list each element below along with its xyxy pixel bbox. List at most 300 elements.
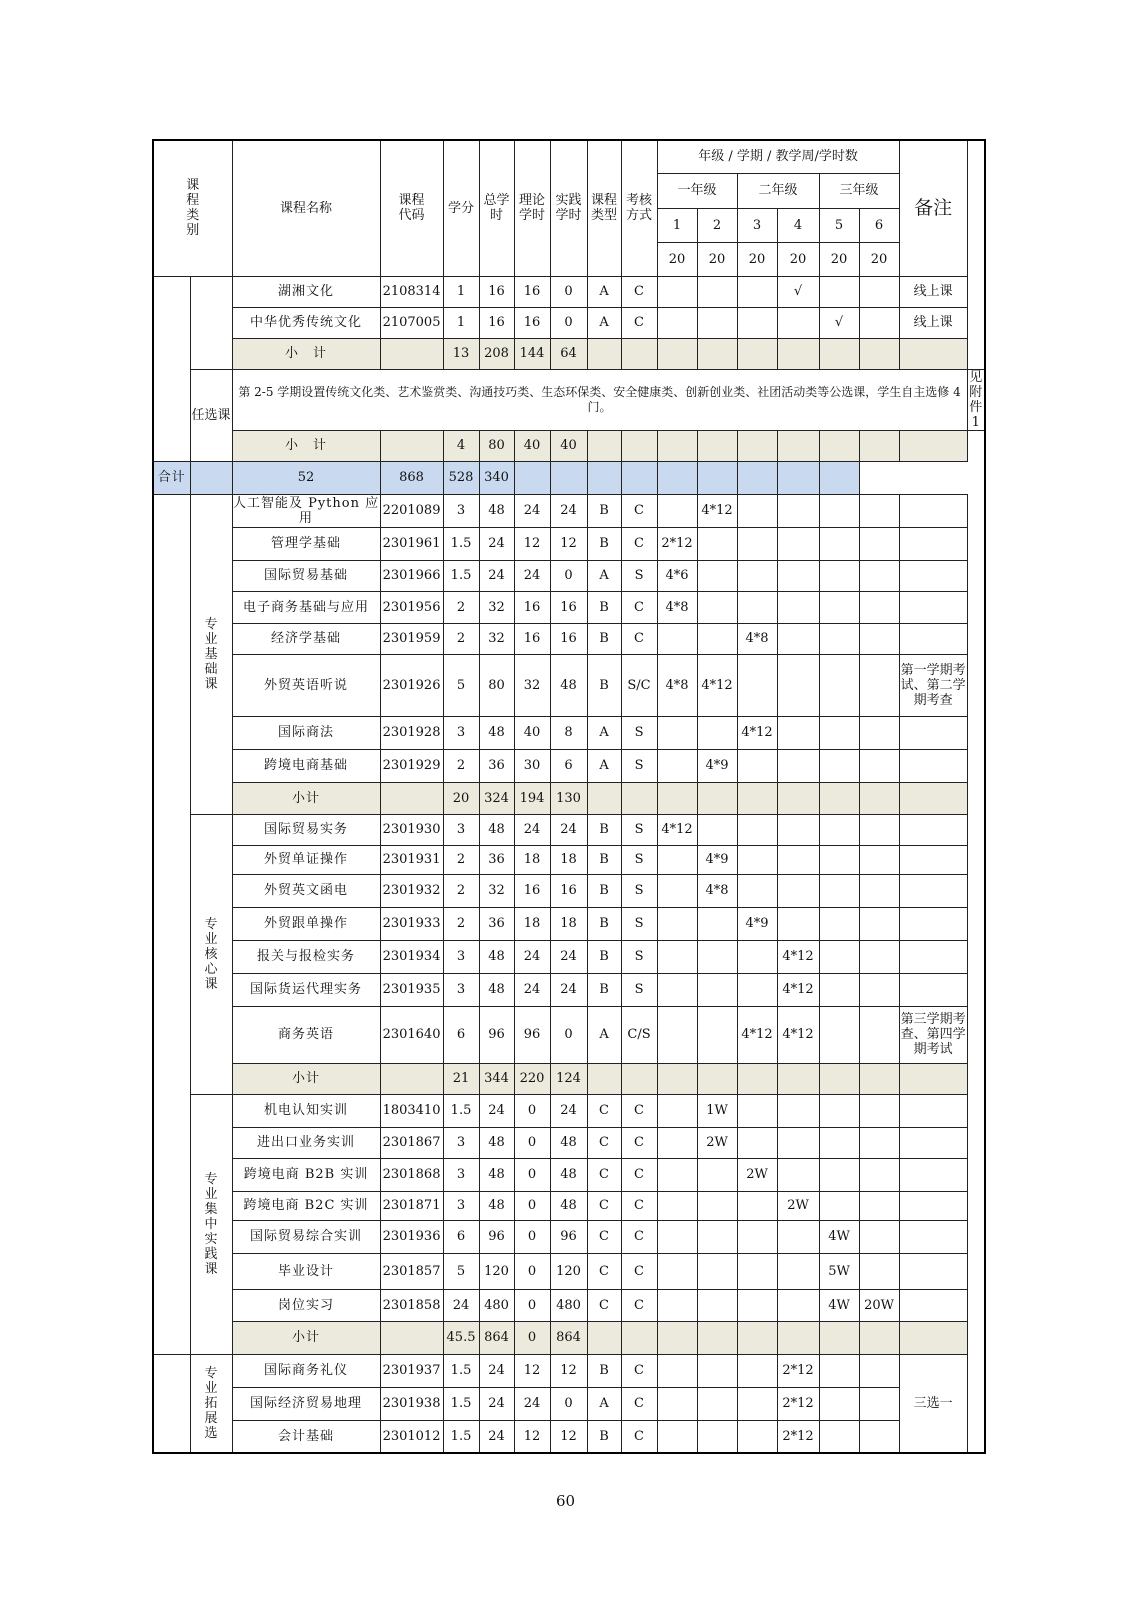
- theory-hours-cell: 30: [514, 749, 550, 782]
- practice-hours-cell: 64: [550, 338, 587, 369]
- credit-cell: 1.5: [443, 1387, 479, 1420]
- credit-cell: 1: [443, 307, 479, 338]
- theory-hours-cell: 24: [514, 814, 550, 845]
- practice-hours-cell: 8: [550, 716, 587, 749]
- semester-hours-cell: [697, 1253, 737, 1289]
- semester-hours-cell: [859, 874, 899, 907]
- course-type-cell: B: [587, 907, 621, 940]
- credit-cell: 3: [443, 494, 479, 527]
- semester-hours-cell: 4*8: [657, 591, 697, 623]
- semester-hours-cell: [819, 654, 859, 716]
- semester-hours-cell: [859, 940, 899, 973]
- exam-mode-cell: C: [621, 307, 657, 338]
- table-row: [153, 845, 985, 874]
- total-hours-cell: 48: [479, 1158, 514, 1191]
- total-hours-cell: 32: [479, 623, 514, 654]
- semester-hours-cell: [859, 591, 899, 623]
- semester-hours-cell: [657, 940, 697, 973]
- semester-hours-cell: [737, 1094, 777, 1127]
- course-type-cell: [514, 461, 550, 494]
- semester-hours-cell: 2*12: [777, 1354, 819, 1387]
- header-semester: 4: [777, 208, 819, 242]
- course-code: 2301867: [380, 1127, 443, 1158]
- header-course-code: 课程代码: [380, 140, 443, 276]
- exam-mode-cell: C: [621, 527, 657, 560]
- table-row: [153, 1321, 985, 1354]
- course-code: 2301931: [380, 845, 443, 874]
- semester-hours-cell: [819, 560, 859, 591]
- semester-hours-cell: 4*12: [777, 940, 819, 973]
- semester-hours-cell: [697, 973, 737, 1006]
- semester-hours-cell: [859, 654, 899, 716]
- remark-cell: 线上课: [899, 276, 967, 307]
- course-type-cell: B: [587, 1354, 621, 1387]
- credit-cell: 6: [443, 1220, 479, 1253]
- remark-cell: [899, 1321, 967, 1354]
- course-type-cell: B: [587, 845, 621, 874]
- table-row: [153, 591, 985, 623]
- semester-hours-cell: 4*6: [657, 560, 697, 591]
- semester-hours-cell: [859, 1253, 899, 1289]
- course-type-cell: C: [587, 1253, 621, 1289]
- course-name: 国际贸易实务: [232, 814, 380, 845]
- elective-description: 第 2-5 学期设置传统文化类、艺术鉴赏类、沟通技巧类、生态环保类、安全健康类、创新创业类、社团活动类等公选课，学生自主选修 4 门。: [232, 369, 967, 430]
- semester-hours-cell: [777, 1321, 819, 1354]
- credit-cell: 1.5: [443, 560, 479, 591]
- semester-hours-cell: 2*12: [777, 1420, 819, 1453]
- total-hours-cell: 120: [479, 1253, 514, 1289]
- exam-mode-cell: S: [621, 749, 657, 782]
- total-hours-cell: 24: [479, 1094, 514, 1127]
- header-year: 二年级: [737, 173, 819, 208]
- semester-hours-cell: [737, 560, 777, 591]
- semester-hours-cell: [657, 623, 697, 654]
- semester-hours-cell: [859, 494, 899, 527]
- course-type-cell: C: [587, 1127, 621, 1158]
- header-semester: 2: [697, 208, 737, 242]
- course-name: 跨境电商 B2B 实训: [232, 1158, 380, 1191]
- semester-hours-cell: [697, 814, 737, 845]
- semester-hours-cell: [737, 430, 777, 461]
- semester-hours-cell: 4*12: [657, 814, 697, 845]
- practice-hours-cell: 24: [550, 940, 587, 973]
- semester-hours-cell: [777, 494, 819, 527]
- table-row: [153, 276, 985, 307]
- table-row: [153, 940, 985, 973]
- semester-hours-cell: 4*9: [697, 749, 737, 782]
- remark-cell: [899, 430, 967, 461]
- table-row: [153, 1191, 985, 1220]
- credit-cell: 1.5: [443, 1420, 479, 1453]
- semester-hours-cell: [737, 338, 777, 369]
- semester-hours-cell: [777, 654, 819, 716]
- remark-cell: [899, 1158, 967, 1191]
- semester-hours-cell: [859, 560, 899, 591]
- header-remark: 备注: [899, 140, 967, 276]
- semester-hours-cell: 4*12: [777, 973, 819, 1006]
- course-name: 外贸英语听说: [232, 654, 380, 716]
- semester-hours-cell: [777, 716, 819, 749]
- course-name: 国际商法: [232, 716, 380, 749]
- semester-hours-cell: [657, 1006, 697, 1063]
- semester-hours-cell: [777, 560, 819, 591]
- table-row: [153, 874, 985, 907]
- remark-cell: [899, 1289, 967, 1321]
- course-type-cell: [587, 1063, 621, 1094]
- semester-hours-cell: [819, 276, 859, 307]
- semester-hours-cell: [819, 1006, 859, 1063]
- subtotal-label: 小计: [232, 1063, 380, 1094]
- course-name: 电子商务基础与应用: [232, 591, 380, 623]
- semester-hours-cell: [657, 716, 697, 749]
- theory-hours-cell: 528: [443, 461, 479, 494]
- semester-hours-cell: [859, 1354, 899, 1387]
- semester-hours-cell: [859, 814, 899, 845]
- practice-hours-cell: 12: [550, 1420, 587, 1453]
- semester-hours-cell: [657, 461, 697, 494]
- semester-hours-cell: 1W: [697, 1094, 737, 1127]
- header-course-name: 课程名称: [232, 140, 380, 276]
- practice-hours-cell: 48: [550, 654, 587, 716]
- remark-cell: 第一学期考试、第二学期考查: [899, 654, 967, 716]
- theory-hours-cell: 24: [514, 560, 550, 591]
- semester-hours-cell: [737, 1063, 777, 1094]
- course-code: 2301930: [380, 814, 443, 845]
- semester-hours-cell: [777, 874, 819, 907]
- course-code: 2301961: [380, 527, 443, 560]
- table-row: [153, 1006, 985, 1063]
- semester-hours-cell: [819, 973, 859, 1006]
- theory-hours-cell: 0: [514, 1220, 550, 1253]
- course-code: 2301933: [380, 907, 443, 940]
- header-weeks: 20: [737, 242, 777, 276]
- exam-mode-cell: C: [621, 1191, 657, 1220]
- table-row: [153, 338, 985, 369]
- semester-hours-cell: [657, 907, 697, 940]
- semester-hours-cell: [819, 1321, 859, 1354]
- remark-cell: 线上课: [899, 307, 967, 338]
- semester-hours-cell: [657, 973, 697, 1006]
- exam-mode-cell: S: [621, 973, 657, 1006]
- group-practice: 专业集中实践课: [190, 1094, 232, 1354]
- semester-hours-cell: [657, 1191, 697, 1220]
- semester-hours-cell: [819, 494, 859, 527]
- header-semester: 5: [819, 208, 859, 242]
- category-professional: [153, 494, 190, 1354]
- remark-cell: [899, 1094, 967, 1127]
- credit-cell: 3: [443, 940, 479, 973]
- exam-mode-cell: C: [621, 623, 657, 654]
- course-code: 2301938: [380, 1387, 443, 1420]
- credit-cell: 5: [443, 1253, 479, 1289]
- semester-hours-cell: 2W: [777, 1191, 819, 1220]
- course-type-cell: B: [587, 1420, 621, 1453]
- course-type-cell: C: [587, 1094, 621, 1127]
- practice-hours-cell: 340: [479, 461, 514, 494]
- practice-hours-cell: 48: [550, 1158, 587, 1191]
- semester-hours-cell: 2*12: [777, 1387, 819, 1420]
- semester-hours-cell: [697, 1420, 737, 1453]
- practice-hours-cell: 0: [550, 560, 587, 591]
- total-hours-cell: 24: [479, 1354, 514, 1387]
- remark-cell: [899, 591, 967, 623]
- total-hours-cell: 344: [479, 1063, 514, 1094]
- exam-mode-cell: [621, 430, 657, 461]
- category-expand-blank: [153, 1354, 190, 1453]
- semester-hours-cell: [737, 1420, 777, 1453]
- practice-hours-cell: 120: [550, 1253, 587, 1289]
- total-hours-cell: 16: [479, 276, 514, 307]
- semester-hours-cell: [697, 1321, 737, 1354]
- table-row: [153, 749, 985, 782]
- semester-hours-cell: [819, 430, 859, 461]
- semester-hours-cell: [657, 782, 697, 814]
- semester-hours-cell: [657, 874, 697, 907]
- semester-hours-cell: [737, 307, 777, 338]
- semester-hours-cell: 20W: [859, 1289, 899, 1321]
- credit-cell: 2: [443, 591, 479, 623]
- semester-hours-cell: [859, 1063, 899, 1094]
- course-name: 机电认知实训: [232, 1094, 380, 1127]
- course-type-cell: [587, 1321, 621, 1354]
- table-row: [153, 1220, 985, 1253]
- exam-mode-cell: C: [621, 1420, 657, 1453]
- course-type-cell: C: [587, 1158, 621, 1191]
- semester-hours-cell: 2W: [697, 1127, 737, 1158]
- subtotal-label: 小计: [232, 782, 380, 814]
- course-code: [380, 1321, 443, 1354]
- group-basic: 专业基础课: [190, 494, 232, 814]
- exam-mode-cell: [621, 782, 657, 814]
- theory-hours-cell: 220: [514, 1063, 550, 1094]
- semester-hours-cell: [697, 782, 737, 814]
- semester-hours-cell: [737, 1253, 777, 1289]
- course-name: 跨境电商 B2C 实训: [232, 1191, 380, 1220]
- semester-hours-cell: √: [777, 276, 819, 307]
- group-expand: 专业拓展选: [190, 1354, 232, 1453]
- semester-hours-cell: [697, 1063, 737, 1094]
- semester-hours-cell: [737, 1191, 777, 1220]
- course-type-cell: B: [587, 591, 621, 623]
- theory-hours-cell: 24: [514, 973, 550, 1006]
- course-code: [380, 782, 443, 814]
- semester-hours-cell: 4*12: [737, 716, 777, 749]
- semester-hours-cell: [697, 1220, 737, 1253]
- remark-cell: [899, 716, 967, 749]
- table-row: [153, 140, 985, 173]
- semester-hours-cell: [737, 494, 777, 527]
- theory-hours-cell: 24: [514, 494, 550, 527]
- course-name: 国际贸易基础: [232, 560, 380, 591]
- course-code: 2301868: [380, 1158, 443, 1191]
- course-type-cell: C: [587, 1220, 621, 1253]
- semester-hours-cell: [737, 461, 777, 494]
- semester-hours-cell: [737, 1354, 777, 1387]
- semester-hours-cell: [777, 527, 819, 560]
- semester-hours-cell: [819, 1127, 859, 1158]
- course-code: 2301926: [380, 654, 443, 716]
- semester-hours-cell: 2*12: [657, 527, 697, 560]
- exam-mode-cell: C: [621, 276, 657, 307]
- semester-hours-cell: [859, 1191, 899, 1220]
- semester-hours-cell: [777, 591, 819, 623]
- subtotal-label: 小 计: [232, 338, 380, 369]
- theory-hours-cell: 40: [514, 430, 550, 461]
- semester-hours-cell: [859, 276, 899, 307]
- header-credit: 学分: [443, 140, 479, 276]
- table-row: [153, 782, 985, 814]
- table-row: [153, 527, 985, 560]
- course-type-cell: B: [587, 874, 621, 907]
- semester-hours-cell: [819, 907, 859, 940]
- theory-hours-cell: 16: [514, 591, 550, 623]
- course-code: 2301956: [380, 591, 443, 623]
- header-year: 一年级: [657, 173, 737, 208]
- semester-hours-cell: 4W: [819, 1289, 859, 1321]
- course-name: 经济学基础: [232, 623, 380, 654]
- total-hours-cell: 36: [479, 845, 514, 874]
- course-name: 湖湘文化: [232, 276, 380, 307]
- credit-cell: 2: [443, 749, 479, 782]
- course-code: 2301871: [380, 1191, 443, 1220]
- semester-hours-cell: [697, 907, 737, 940]
- total-hours-cell: 16: [479, 307, 514, 338]
- theory-hours-cell: 40: [514, 716, 550, 749]
- course-name: 会计基础: [232, 1420, 380, 1453]
- semester-hours-cell: [621, 461, 657, 494]
- semester-hours-cell: [737, 527, 777, 560]
- semester-hours-cell: [657, 1158, 697, 1191]
- theory-hours-cell: 0: [514, 1158, 550, 1191]
- practice-hours-cell: 24: [550, 494, 587, 527]
- semester-hours-cell: [819, 1063, 859, 1094]
- table-row: [153, 307, 985, 338]
- subtotal-label: 合计: [153, 461, 190, 494]
- theory-hours-cell: 0: [514, 1289, 550, 1321]
- remark-cell: [899, 494, 967, 527]
- table-row: [153, 494, 985, 527]
- course-name: 跨境电商基础: [232, 749, 380, 782]
- course-name: 岗位实习: [232, 1289, 380, 1321]
- theory-hours-cell: 144: [514, 338, 550, 369]
- semester-hours-cell: [819, 338, 859, 369]
- course-name: 外贸单证操作: [232, 845, 380, 874]
- practice-hours-cell: 0: [550, 307, 587, 338]
- theory-hours-cell: 0: [514, 1253, 550, 1289]
- semester-hours-cell: [859, 623, 899, 654]
- semester-hours-cell: [657, 494, 697, 527]
- course-name: 国际商务礼仪: [232, 1354, 380, 1387]
- course-code: 2301858: [380, 1289, 443, 1321]
- semester-hours-cell: [859, 716, 899, 749]
- total-hours-cell: 80: [479, 430, 514, 461]
- semester-hours-cell: [737, 1289, 777, 1321]
- exam-mode-cell: C: [621, 1158, 657, 1191]
- semester-hours-cell: [697, 1354, 737, 1387]
- table-row: [153, 1094, 985, 1127]
- exam-mode-cell: S: [621, 845, 657, 874]
- subtotal-label: 小计: [232, 1321, 380, 1354]
- theory-hours-cell: 12: [514, 1354, 550, 1387]
- semester-hours-cell: [697, 338, 737, 369]
- course-type-cell: A: [587, 1006, 621, 1063]
- theory-hours-cell: 16: [514, 276, 550, 307]
- table-row: [153, 1387, 985, 1420]
- course-type-cell: B: [587, 494, 621, 527]
- total-hours-cell: 324: [479, 782, 514, 814]
- semester-hours-cell: [777, 1220, 819, 1253]
- exam-mode-cell: S/C: [621, 654, 657, 716]
- credit-cell: 3: [443, 814, 479, 845]
- course-type-cell: B: [587, 623, 621, 654]
- course-plan-table: [152, 139, 986, 1454]
- semester-hours-cell: [697, 1289, 737, 1321]
- table-row: [153, 1253, 985, 1289]
- credit-cell: 13: [443, 338, 479, 369]
- header-semester: 1: [657, 208, 697, 242]
- course-name: 中华优秀传统文化: [232, 307, 380, 338]
- exam-mode-cell: [621, 1321, 657, 1354]
- course-type-cell: A: [587, 1387, 621, 1420]
- remark-cell: [899, 560, 967, 591]
- credit-cell: 2: [443, 874, 479, 907]
- practice-hours-cell: 16: [550, 623, 587, 654]
- semester-hours-cell: [859, 1321, 899, 1354]
- course-name: 国际货运代理实务: [232, 973, 380, 1006]
- course-name: 毕业设计: [232, 1253, 380, 1289]
- exam-mode-cell: S: [621, 940, 657, 973]
- total-hours-cell: 48: [479, 940, 514, 973]
- header-weeks: 20: [777, 242, 819, 276]
- exam-mode-cell: C: [621, 1127, 657, 1158]
- exam-mode-cell: C: [621, 591, 657, 623]
- total-hours-cell: 208: [479, 338, 514, 369]
- semester-hours-cell: [657, 1127, 697, 1158]
- semester-hours-cell: 4*9: [697, 845, 737, 874]
- semester-hours-cell: [777, 1094, 819, 1127]
- semester-hours-cell: [859, 1094, 899, 1127]
- course-name: 国际贸易综合实训: [232, 1220, 380, 1253]
- remark-cell: [899, 1063, 967, 1094]
- semester-hours-cell: [859, 1127, 899, 1158]
- semester-hours-cell: [697, 1006, 737, 1063]
- course-code: 2108314: [380, 276, 443, 307]
- header-course-type: 课程类型: [587, 140, 621, 276]
- semester-hours-cell: [777, 1253, 819, 1289]
- total-hours-cell: 48: [479, 716, 514, 749]
- total-hours-cell: 32: [479, 874, 514, 907]
- semester-hours-cell: [859, 845, 899, 874]
- semester-hours-cell: [819, 1387, 859, 1420]
- semester-hours-cell: [777, 845, 819, 874]
- semester-hours-cell: 4*12: [737, 1006, 777, 1063]
- semester-hours-cell: [657, 749, 697, 782]
- header-exam-mode: 考核方式: [621, 140, 657, 276]
- semester-hours-cell: [777, 430, 819, 461]
- course-code: 1803410: [380, 1094, 443, 1127]
- semester-hours-cell: [819, 1191, 859, 1220]
- semester-hours-cell: [737, 874, 777, 907]
- semester-hours-cell: [859, 973, 899, 1006]
- total-hours-cell: 24: [479, 527, 514, 560]
- practice-hours-cell: 480: [550, 1289, 587, 1321]
- semester-hours-cell: [657, 1063, 697, 1094]
- course-code: 2301857: [380, 1253, 443, 1289]
- semester-hours-cell: [697, 591, 737, 623]
- exam-mode-cell: [621, 1063, 657, 1094]
- total-hours-cell: 868: [380, 461, 443, 494]
- table-row: [153, 623, 985, 654]
